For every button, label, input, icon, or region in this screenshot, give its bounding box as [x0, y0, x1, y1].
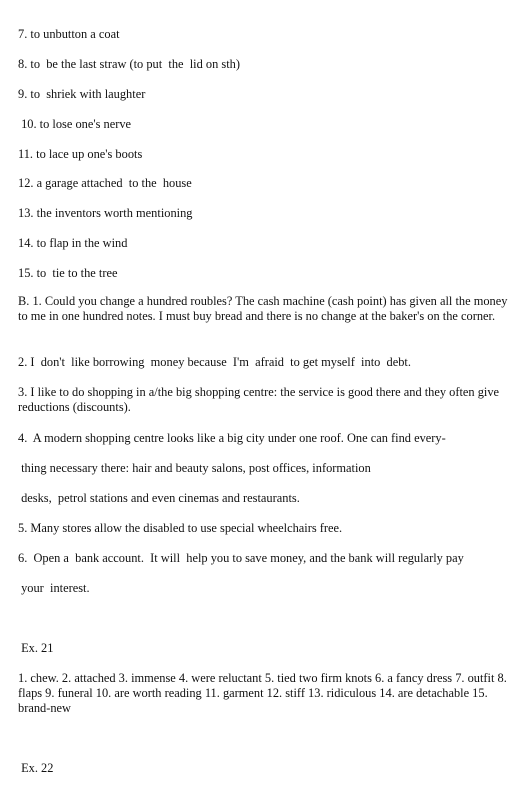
ex21-heading: Ex. 21 [18, 641, 54, 655]
section-b-paragraph-4-line-3: desks, petrol stations and even cinemas and restaurants. [18, 491, 300, 505]
list-item: 10. to lose one's nerve [18, 117, 132, 131]
list-item: 13. the inventors worth mentioning [18, 206, 193, 220]
list-item: 12. a garage attached to the house [18, 176, 192, 190]
list-item: 8. to be the last straw (to put the lid on sth) [18, 57, 240, 71]
section-b-paragraph-3: 3. I like to do shopping in a/the big shopping centre: the service is good there and they often give reductions (discounts). [18, 385, 500, 414]
section-b-paragraph-4-line-2: thing necessary there: hair and beauty salons, post offices, information [18, 461, 371, 475]
section-b-paragraph-2: 2. I don't like borrowing money because I'm afraid to get myself into debt. [18, 355, 411, 369]
list-item: 15. to tie to the tree [18, 266, 118, 280]
list-item: 9. to shriek with laughter [18, 87, 146, 101]
list-item: 14. to flap in the wind [18, 236, 128, 250]
section-b-paragraph-1: B. 1. Could you change a hundred roubles? The cash machine (cash point) has given all the money to me in one hundred notes. I must buy bread and there is no change at the baker's on the corner. [18, 294, 508, 323]
ex21-answers: 1. chew. 2. attached 3. immense 4. were reluctant 5. tied two firm knots 6. a fancy dress 7. outfit 8. flaps 9. funeral 10. are worth reading 11. garment 12. stiff 13. ridiculous 14. are detachable 15. brand-new [18, 671, 507, 715]
section-b-paragraph-5: 5. Many stores allow the disabled to use special wheelchairs free. [18, 521, 343, 535]
section-b-paragraph-6-line-2: your interest. [18, 581, 90, 595]
list-item: 11. to lace up one's boots [18, 147, 143, 161]
list-item: 7. to unbutton a coat [18, 27, 120, 41]
section-b-paragraph-4-line-1: 4. A modern shopping centre looks like a big city under one roof. One can find every- [18, 431, 446, 445]
section-b-paragraph-6-line-1: 6. Open a bank account. It will help you to save money, and the bank will regularly pay [18, 551, 464, 565]
ex22-heading: Ex. 22 [18, 761, 54, 775]
